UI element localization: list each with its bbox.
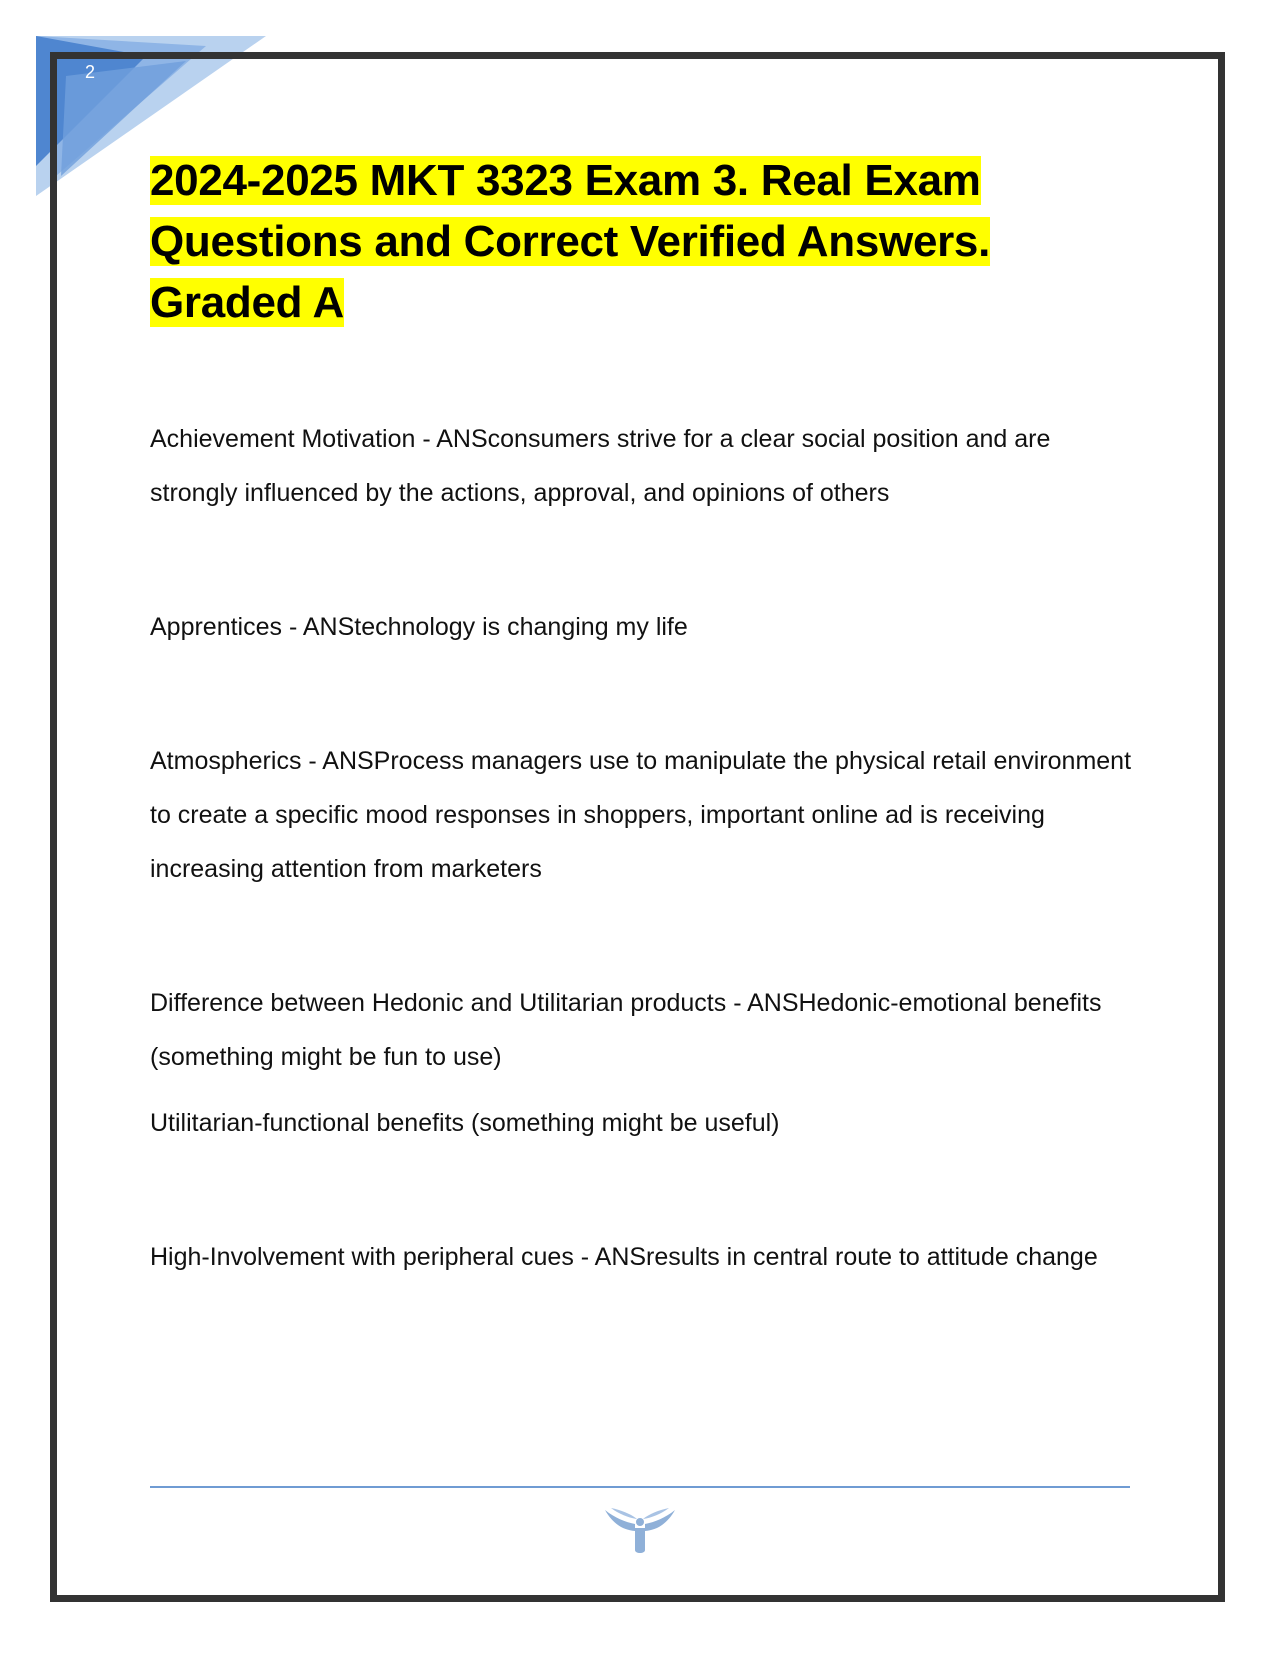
entry-utilitarian-functional: Utilitarian-functional benefits (something might be useful) [150, 1109, 780, 1137]
title-line-1: 2024-2025 MKT 3323 Exam 3. Real Exam [150, 156, 981, 205]
entry-apprentices: Apprentices - ANStechnology is changing my life [150, 613, 688, 641]
document-title [150, 150, 1135, 333]
title-line-3: Graded A [150, 278, 345, 327]
entry-high-involvement: High-Involvement with peripheral cues - ANSresults in central route to attitude change [150, 1243, 1098, 1271]
footer-divider [150, 1486, 1130, 1488]
document-header [150, 150, 1135, 333]
entry-atmospherics: Atmospherics - ANSProcess managers use to manipulate the physical retail environment to create a specific mood responses in shoppers, important online ad is receiving increasing attention from marketers [150, 747, 1132, 883]
entry-achievement-motivation: Achievement Motivation - ANSconsumers strive for a clear social position and are strongly influenced by the actions, approval, and opinions of others [150, 425, 1051, 507]
qa-entries [150, 412, 1140, 1284]
page-number: 2 [85, 62, 96, 82]
bird-logo-icon [601, 1500, 679, 1558]
entry-hedonic-utilitarian: Difference between Hedonic and Utilitarian products - ANSHedonic-emotional benefits (something might be fun to use) [150, 989, 1102, 1071]
title-line-2: Questions and Correct Verified Answers. [150, 217, 991, 266]
